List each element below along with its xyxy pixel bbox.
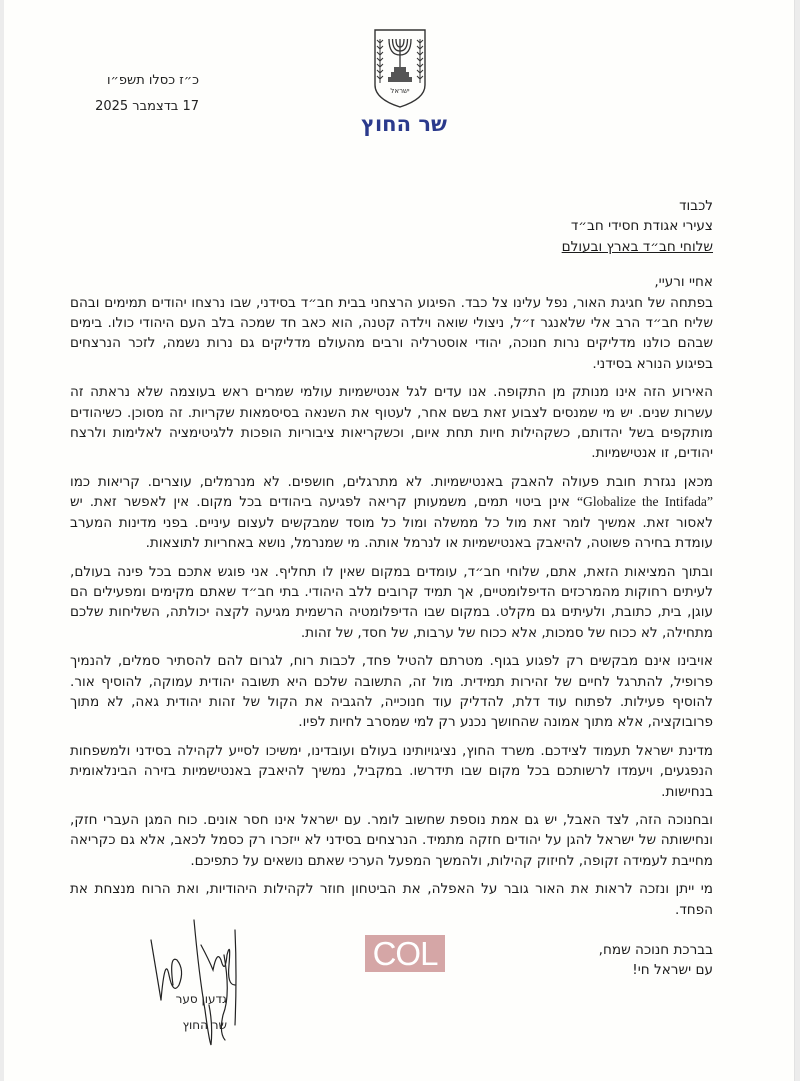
paragraph-2: האירוע הזה אינו מנותק מן התקופה. אנו עדים לגל אנטישמיות עולמי שמרים ראש בעוצמה שלא נראתה זה עשרות שנים. יש מי שמנסים לצבוע זאת בשם אחר, לעטוף את השנאה בסיסמאות שקריות. זה מסוכן. כשיהודים מותקפים בשל יהדותם, כשקהילות חיות תחת איום, וכשקריאות ציבוריות הופכות ללגיטימציה לאלימות ולרצח יהודים, זו אנטישמיות. xyxy=(70,384,713,462)
paragraph-4: ובתוך המציאות הזאת, אתם, שלוחי חב״ד, עומדים במקום שאין לו תחליף. אני פוגש אתכם בכל פינה בעולם, לעיתים רחוקות מהמרכזים הדיפלומטיים, אך תמיד קרובים ללב היהודי. בתי חב״ד שאתם מקימים ומפעילים הם עוגן, בית, כתובת, ולעיתים גם מקלט. במקום שבו הדיפלומטיה הרשמית מגיעה לקצה יכולתה, השליחות שלכם מתחילה, לא ככוח של סמכות, אלא ככוח של ערבות, של חסד, של זהות. xyxy=(70,563,713,641)
paragraph-1: בפתחה של חגיגת האור, נפל עלינו צל כבד. הפיגוע הרצחני בבית חב״ד בסידני, שבו נרצחו יהודים תמימים ובהם שליח חב״ד הרב אלי שלאנגר ז״ל, ניצולי שואה וילדה קטנה, הוא כאב חד שמכה בלב העם היהודי כולו. בימים שבהם כולנו מדליקים נרות חנוכה, יהודי אוסטרליה ורבים מהעולם מדליקים גם נרות נשמה, לזכר הנרצחים בפיגוע הנורא בסידני. xyxy=(70,294,713,372)
date-block xyxy=(79,68,199,120)
signatory-title: שר החוץ xyxy=(182,1018,227,1032)
handwritten-signature-icon xyxy=(139,915,259,1055)
recipient-line-2: שלוחי חב״ד בארץ ובעולם xyxy=(561,238,713,255)
paragraph-8: מי ייתן ונזכה לראות את האור גובר על האפלה, את הביטחון חוזר לקהילות היהודיות, ואת הרוח מנצחת את הפחד. xyxy=(70,881,713,918)
paragraph-7: ובחנוכה הזה, לצד האבל, יש גם אמת נוספת שחשוב לומר. עם ישראל אינו חסר אונים. כוח המגן העברי חזק, ונחישותה של ישראל להגן על יהודים חזקה מתמיד. הנרצחים בסידני לא ייזכרו רק כסמל לכאב, אלא גם כקריאה מחייבת לעמידה זקופה, לחיזוק קהילות, ולהמשך המפעל הערכי שאתם נושאים על כתפיכם. xyxy=(70,811,713,869)
closing-slogan: עם ישראל חי! xyxy=(632,962,713,979)
ministry-title: שר החוץ xyxy=(361,112,447,136)
closing-greeting: בברכת חנוכה שמח, xyxy=(598,942,713,958)
honorific: לכבוד xyxy=(679,198,713,214)
col-watermark-logo: COL xyxy=(365,935,445,972)
paragraph-3 xyxy=(70,472,713,554)
paragraph-3-before: מכאן נגזרת חובת פעולה להאבק באנטישמיות. לא מתרגלים, חושפים. לא מנרמלים, עוצרים. קריאות כמו xyxy=(70,473,713,490)
gregorian-date: 17 בדצמבר 2025 xyxy=(95,99,199,114)
paragraph-6: מדינת ישראל תעמוד לצידכם. משרד החוץ, נציגויותינו בעולם ועובדינו, ימשיכו לסייע לקהילה בסידני ולמשפחות הנפגעים, ויעמדו לרשותכם בכל מקום שבו תידרשו. במקביל, נמשיך להיאבק באנטישמיות בזירה הבינלאומית בנחישות. xyxy=(70,742,713,800)
address-block xyxy=(70,196,713,257)
paragraph-5: אויבינו אינם מבקשים רק לפגוע בגוף. מטרתם להטיל פחד, לכבות רוח, לגרום להם להסתיר סמלים, להנמיך פרופיל, להתרגל לחיים של זהירות תמידית. מול זה, התשובה שלכם היא תשובה יהודית עמוקה, להוסיף אור. להוסיף פעילות. לפתוח עוד דלת, להדליק עוד חנוכייה, להגביה את הקול של זהות יהודית גאה, לא מתוך פרובוקציה, אלא מתוך אמונה שהחושך נכנע רק למי שמסרב לחיות לפיו. xyxy=(70,653,713,731)
letter-body xyxy=(70,196,713,981)
paragraph-3-after: אינן ביטוי תמים, משמעותן קריאה לפגיעה ביהודים בכל מקום. אין לאפשר זאת. יש לאסור זאת. אמשיך לומר זאת מול כל ממשלה ומול כל מוסד שמבקשים לעצום עיניים. בפני מדינות המערב עומדת בחירה פשוטה, להיאבק באנטישמיות או לנרמל אותה. מי שמנרמל, נושא באחריות לתוצאות. xyxy=(70,494,713,552)
svg-text:ישראל: ישראל xyxy=(390,87,410,95)
slogan-quote: “Globalize the Intifada” xyxy=(577,494,713,510)
signatory-name: גדעון סער xyxy=(175,992,227,1006)
recipient-line-1: צעירי אגודת חסידי חב״ד xyxy=(570,218,713,235)
hebrew-date: כ״ז כסלו תשפ״ו xyxy=(106,73,199,88)
salutation: אחיי ורעיי, xyxy=(654,274,713,291)
state-emblem-icon xyxy=(372,27,428,109)
letter-page xyxy=(4,0,795,1081)
